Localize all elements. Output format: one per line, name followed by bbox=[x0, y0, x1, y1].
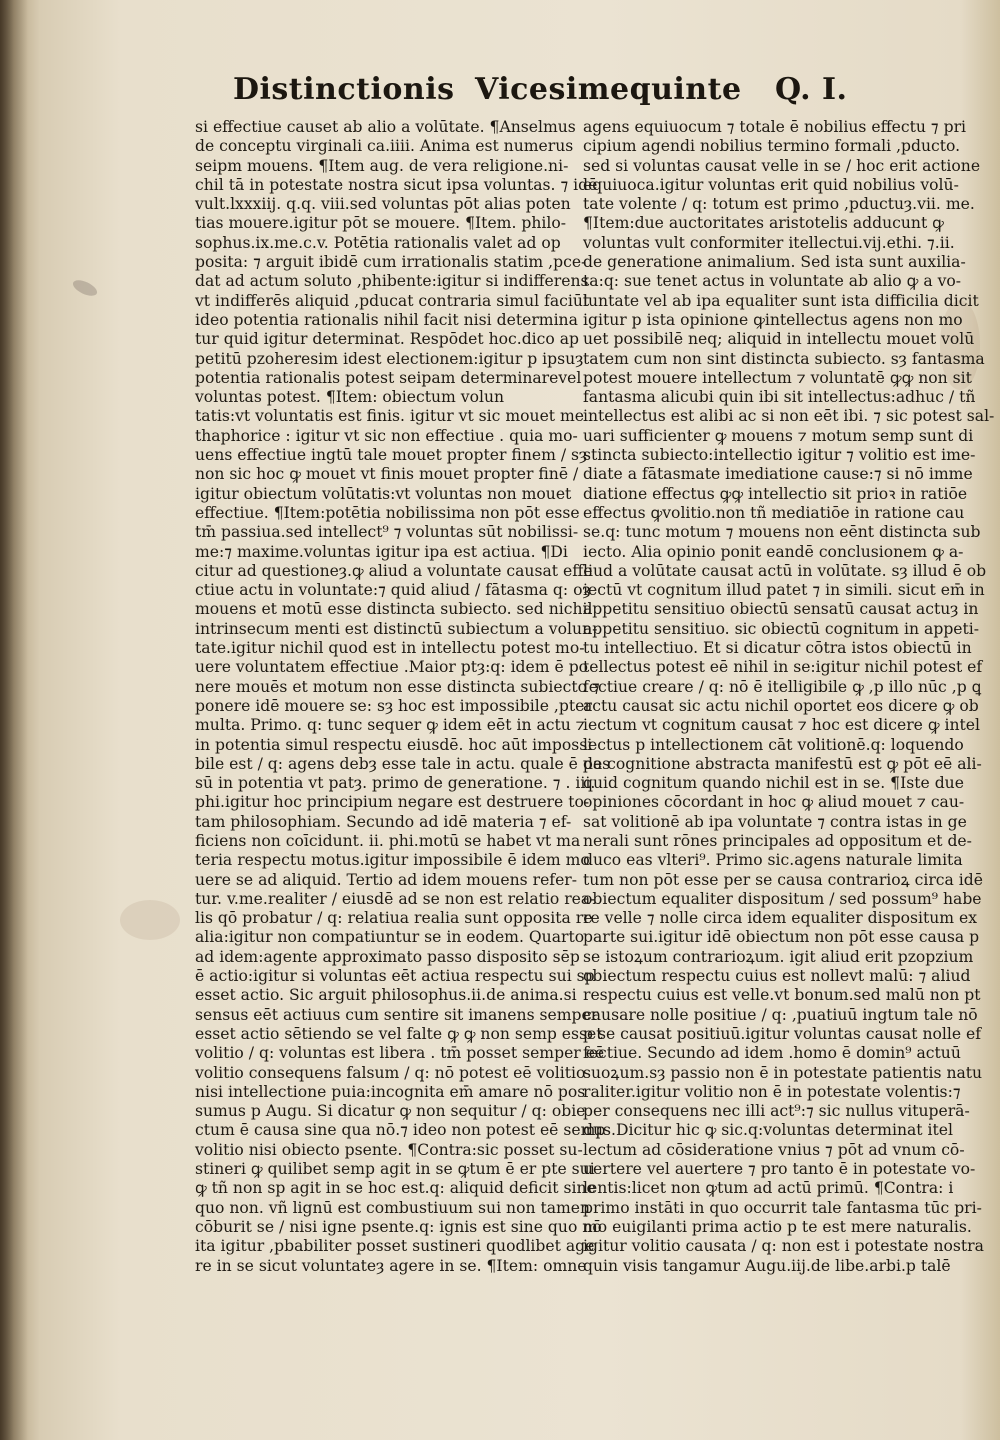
text-line: in potentia simul respectu eiusdē. hoc aūt impossi bbox=[195, 735, 593, 754]
text-line: sat volitionē ab ipa voluntate ⁊ contra istas in ge bbox=[583, 812, 967, 831]
text-line: fectiue creare / q: nō ē itelligibile ꝙ ,p illo nūc ,p ꝗ bbox=[583, 677, 982, 696]
text-line: petitū pzoheresim idest electionem:igitur p ipsuȝ bbox=[195, 349, 584, 368]
text-line: nerali sunt rōnes principales ad oppositum et de- bbox=[583, 831, 972, 850]
text-line: multa. Primo. q: tunc sequer ꝙ idem eēt in actu ⁊ bbox=[195, 716, 585, 735]
text-line: non sic hoc ꝙ mouet vt finis mouet propter finē / bbox=[195, 465, 579, 484]
text-line: lectum ad cōsideratione vnius ⁊ pōt ad vnum cō- bbox=[583, 1140, 965, 1159]
text-line: lentis:licet non ꝙtum ad actū primū. ¶Contra: i bbox=[583, 1179, 954, 1198]
text-line: uere se ad aliquid. Tertio ad idem mouens refer- bbox=[195, 870, 578, 889]
text-line: liud a volūtate causat actū in volūtate. sȝ illud ē ob bbox=[583, 561, 987, 580]
text-line: primo instāti in quo occurrit tale fantasma tūc pri- bbox=[583, 1198, 982, 1217]
text-line: sumus p Augu. Si dicatur ꝙ non sequitur / q: obie bbox=[195, 1102, 586, 1121]
text-line: effectus ꝙvolitio.non tñ mediatiōe in ratione cau bbox=[583, 503, 965, 522]
text-line: volitio nisi obiecto psente. ¶Contra:sic posset su- bbox=[195, 1140, 583, 1159]
text-line: mo euigilanti prima actio p te est mere naturalis. bbox=[583, 1217, 972, 1236]
text-line: iectū vt cognitum illud patet ⁊ in simili. sicut em̄ in bbox=[583, 581, 985, 600]
text-line: iectum vt cognitum causat ⁊ hoc est dicere ꝙ intel bbox=[583, 716, 981, 735]
text-line: suoꝝum.sȝ passio non ē in potestate patientis natu bbox=[583, 1063, 983, 1082]
text-line: quo non. vñ lignū est combustiuum sui non tamen bbox=[195, 1198, 591, 1217]
text-line: tm̄ passiua.sed intellect⁹ ⁊ voluntas sūt nobilissi- bbox=[195, 523, 579, 542]
text-line: intrinsecum menti est distinctū subiectum a volun- bbox=[195, 619, 598, 638]
text-line: de cognitione abstracta manifestū est ꝙ pōt eē ali- bbox=[583, 754, 982, 773]
text-line: nere mouēs et motum non esse distincta subiecto ⁊ bbox=[195, 677, 600, 696]
text-line: intellectus est alibi ac si non eēt ibi. ⁊ sic potest sal- bbox=[583, 407, 995, 426]
text-line: ctiue actu in voluntate:⁊ quid aliud / fātasma q: oȝ bbox=[195, 581, 591, 600]
text-line: ponere idē mouere se: sȝ hoc est impossibile ,pter bbox=[195, 696, 592, 715]
text-line: potest mouere intellectum ⁊ voluntatē ꝙꝙ non sit bbox=[583, 368, 972, 387]
text-line: mouens et motū esse distincta subiecto. sed nichil bbox=[195, 600, 593, 619]
text-line: opiniones cōcordant in hoc ꝙ aliud mouet ⁊ cau- bbox=[583, 793, 965, 812]
text-line: raliter.igitur volitio non ē in potestate volentis:⁊ bbox=[583, 1082, 961, 1101]
text-line: appetitu sensitiuo. sic obiectū cognitum in appeti- bbox=[583, 619, 980, 638]
text-line: voluntas potest. ¶Item: obiectum volun bbox=[195, 388, 505, 407]
text-line: chil tā in potestate nostra sicut ipsa voluntas. ⁊ idē bbox=[195, 175, 598, 194]
text-line: re in se sicut voluntateȝ agere in se. ¶Item: omne bbox=[195, 1256, 587, 1275]
text-line: igitur volitio causata / q: non est i potestate nostra bbox=[583, 1237, 984, 1256]
text-line: teria respectu motus.igitur impossibile ē idem mo bbox=[195, 851, 590, 870]
text-line: tam philosophiam. Secundo ad idē materia ⁊ ef- bbox=[195, 812, 572, 831]
text-line: respectu cuius est velle.vt bonum.sed malū non pt bbox=[583, 986, 981, 1005]
text-line: ꝙ tñ non sp agit in se hoc est.q: aliquid deficit sine bbox=[195, 1179, 596, 1198]
text-line: lis qō probatur / q: relatiua realia sunt opposita re bbox=[195, 909, 593, 928]
text-line: appetitu sensitiuo obiectū sensatū causat actuȝ in bbox=[583, 600, 979, 619]
text-line: si effectiue causet ab alio a volūtate. ¶Anselmus bbox=[195, 118, 576, 136]
text-line: uari sufficienter ꝙ mouens ⁊ motum semp sunt di bbox=[583, 426, 974, 445]
text-line: equiuoca.igitur voluntas erit quid nobilius volū- bbox=[583, 175, 959, 194]
text-line: de generatione animalium. Sed ista sunt auxilia- bbox=[583, 253, 966, 272]
text-line: iecto. Alia opinio ponit eandē conclusionem ꝙ a- bbox=[583, 542, 964, 561]
text-line: tias mouere.igitur pōt se mouere. ¶Item. philo- bbox=[195, 214, 567, 233]
text-line: cipium agendi nobilius termino formali ,pducto. bbox=[583, 137, 961, 156]
text-line: ¶Item:due auctoritates aristotelis adducunt ꝙ bbox=[583, 214, 944, 233]
text-line: posita: ⁊ arguit ibidē cum irrationalis statim ,pce- bbox=[195, 253, 587, 272]
text-line: actu causat sic actu nichil oportet eos dicere ꝙ ob bbox=[583, 696, 979, 715]
text-line: vt indifferēs aliquid ,pducat contraria simul faciūt bbox=[195, 291, 590, 310]
text-line: se.q: tunc motum ⁊ mouens non eēnt distincta sub bbox=[583, 523, 981, 542]
text-line: stincta subiecto:intellectio igitur ⁊ volitio est ime- bbox=[583, 446, 976, 465]
text-line: tu intellectiuo. Et si dicatur cōtra istos obiectū in bbox=[583, 639, 972, 658]
text-line: quid cognitum quando nichil est in se. ¶Iste due bbox=[583, 774, 964, 793]
text-line: uertere vel auertere ⁊ pro tanto ē in potestate vo- bbox=[583, 1160, 976, 1179]
text-line: sophus.ix.me.c.v. Potētia rationalis valet ad op bbox=[195, 233, 561, 252]
text-line: uet possibilē neq; aliquid in intellectu mouet volū bbox=[583, 330, 975, 349]
text-line: bile est / q: agens debȝ esse tale in actu. quale ē pas bbox=[195, 754, 611, 773]
text-line: cōburit se / nisi igne psente.q: ignis est sine quo nō bbox=[195, 1217, 602, 1236]
text-line: tum non pōt esse per se causa contrarioꝝ circa idē bbox=[583, 870, 983, 889]
text-line: sensus eēt actiuus cum sentire sit imanens semper bbox=[195, 1005, 599, 1024]
text-line: tur quid igitur determinat. Respōdet hoc.dico ap bbox=[195, 330, 580, 349]
text-line: duco eas vlteri⁹. Primo sic.agens naturale limita bbox=[583, 851, 963, 870]
ink-smudge bbox=[71, 277, 100, 299]
text-line: potentia rationalis potest seipam determinarevel bbox=[195, 368, 582, 387]
text-line: ideo potentia rationalis nihil facit nisi determina bbox=[195, 310, 578, 329]
text-line: vult.lxxxiij. q.q. viii.sed voluntas pōt alias poten bbox=[195, 195, 571, 214]
text-line: tur. v.me.realiter / eiusdē ad se non est relatio rea- bbox=[195, 889, 596, 908]
text-line: tatis:vt voluntatis est finis. igitur vt sic mouet me bbox=[195, 407, 585, 426]
text-line: volitio / q: voluntas est libera . tm̄ posset semper eē bbox=[195, 1044, 605, 1063]
text-line: volitio consequens falsum / q: nō potest eē volitio bbox=[195, 1063, 586, 1082]
text-line: phi.igitur hoc principium negare est destruere to- bbox=[195, 793, 590, 812]
text-line: me:⁊ maxime.voluntas igitur ipa est actiua. ¶Di bbox=[195, 542, 568, 561]
text-line: de conceptu virginali ca.iiii. Anima est numerus bbox=[195, 137, 574, 156]
text-line: obiectum respectu cuius est nollevt malū: ⁊ aliud bbox=[583, 967, 971, 986]
text-line: diatione effectus ꝙꝙ intellectio sit prioꝛ in ratiōe bbox=[583, 484, 968, 503]
text-line: thaphorice : igitur vt sic non effectiue . quia mo- bbox=[195, 426, 578, 445]
text-line: uens effectiue ingtū tale mouet propter finem / sȝ bbox=[195, 446, 588, 465]
text-line: ita igitur ,pbabiliter posset sustineri quodlibet age bbox=[195, 1237, 595, 1256]
text-line: dus.Dicitur hic ꝙ sic.q:voluntas determinat itel bbox=[583, 1121, 953, 1140]
text-line: ta:q: sue tenet actus in voluntate ab alio ꝙ a vo- bbox=[583, 272, 962, 291]
header-left: Distinctionis bbox=[233, 72, 455, 107]
text-line: tate.igitur nichil quod est in intellectu potest mo- bbox=[195, 639, 585, 658]
text-line: obiectum equaliter dispositum / sed possum⁹ habe bbox=[583, 889, 982, 908]
text-line: tate volente / q: totum est primo ,pductuȝ.vii. me. bbox=[583, 195, 975, 214]
text-line: alia:igitur non compatiuntur se in eodem. Quarto bbox=[195, 928, 585, 947]
text-line: fectiue. Secundo ad idem .homo ē domin⁹ actuū bbox=[583, 1044, 961, 1063]
text-line: causare nolle positiue / q: ,puatiuū ingtum tale nō bbox=[583, 1005, 978, 1024]
text-line: ficiens non coīcidunt. ii. phi.motū se habet vt ma bbox=[195, 831, 581, 850]
text-line: ad idem:agente approximato passo disposito sēp bbox=[195, 947, 580, 966]
text-line: ctum ē causa sine qua nō.⁊ ideo non potest eē semp bbox=[195, 1121, 606, 1140]
text-line: nisi intellectione puia:incognita em̄ amare nō pos bbox=[195, 1082, 586, 1101]
right-text-column bbox=[583, 118, 995, 1276]
text-line: agens equiuocum ⁊ totale ē nobilius effectu ⁊ pri bbox=[583, 118, 967, 136]
text-line: parte sui.igitur idē obiectum non pōt esse causa p bbox=[583, 928, 980, 947]
text-line: igitur p ista opinione ꝙintellectus agens non mo bbox=[583, 310, 963, 329]
text-line: quin visis tangamur Augu.iij.de libe.arbi.p talē bbox=[583, 1256, 951, 1275]
text-line: ē actio:igitur si voluntas eēt actiua respectu sui sp bbox=[195, 967, 595, 986]
text-line: esset actio sētiendo se vel falte ꝙ ꝙ non semp esset bbox=[195, 1024, 603, 1043]
text-line: stineri ꝙ quilibet semp agit in se ꝙtum ē er pte sui bbox=[195, 1160, 595, 1179]
running-header bbox=[225, 72, 865, 112]
foxing-stain bbox=[120, 900, 180, 940]
text-line: uere voluntatem effectiue .Maior ptȝ:q: idem ē po bbox=[195, 658, 589, 677]
text-line: seipm mouens. ¶Item aug. de vera religione.ni- bbox=[195, 156, 569, 175]
text-line: diate a fātasmate imediatione cause:⁊ si nō imme bbox=[583, 465, 973, 484]
text-line: effectiue. ¶Item:potētia nobilissima non pōt esse bbox=[195, 503, 580, 522]
text-line: esset actio. Sic arguit philosophus.ii.de anima.si bbox=[195, 986, 577, 1005]
text-line: tellectus potest eē nihil in se:igitur nichil potest ef bbox=[583, 658, 983, 677]
text-line: citur ad questioneȝ.ꝙ aliud a voluntate causat effe bbox=[195, 561, 593, 580]
text-line: sū in potentia vt patȝ. primo de generatione. ⁊ . iii. bbox=[195, 774, 596, 793]
text-line: voluntas vult conformiter itellectui.vij.ethi. ⁊.ii. bbox=[583, 233, 955, 252]
text-line: re velle ⁊ nolle circa idem equaliter dispositum ex bbox=[583, 909, 978, 928]
text-line: p se causat positiuū.igitur voluntas causat nolle ef bbox=[583, 1024, 982, 1043]
text-line: sed si voluntas causat velle in se / hoc erit actione bbox=[583, 156, 981, 175]
text-line: dat ad actum soluto ,phibente:igitur si indifferens bbox=[195, 272, 589, 291]
text-line: igitur obiectum volūtatis:vt voluntas non mouet bbox=[195, 484, 572, 503]
spine-shadow bbox=[0, 0, 28, 1440]
text-line: lectus p intellectionem cāt volitionē.q: loquendo bbox=[583, 735, 964, 754]
text-line: per consequens nec illi act⁹:⁊ sic nullus vituperā- bbox=[583, 1102, 970, 1121]
text-line: tatem cum non sint distincta subiecto. sȝ fantasma bbox=[583, 349, 985, 368]
header-right: Q. I. bbox=[775, 72, 848, 107]
text-line: se istoꝝum contrarioꝝum. igit aliud erit pzopzium bbox=[583, 947, 974, 966]
text-line: fantasma alicubi quin ibi sit intellectus:adhuc / tñ bbox=[583, 388, 976, 407]
header-middle: Vicesimequinte bbox=[475, 72, 742, 107]
left-text-column bbox=[195, 118, 611, 1276]
text-line: luntate vel ab ipa equaliter sunt ista difficilia dicit bbox=[583, 291, 979, 310]
